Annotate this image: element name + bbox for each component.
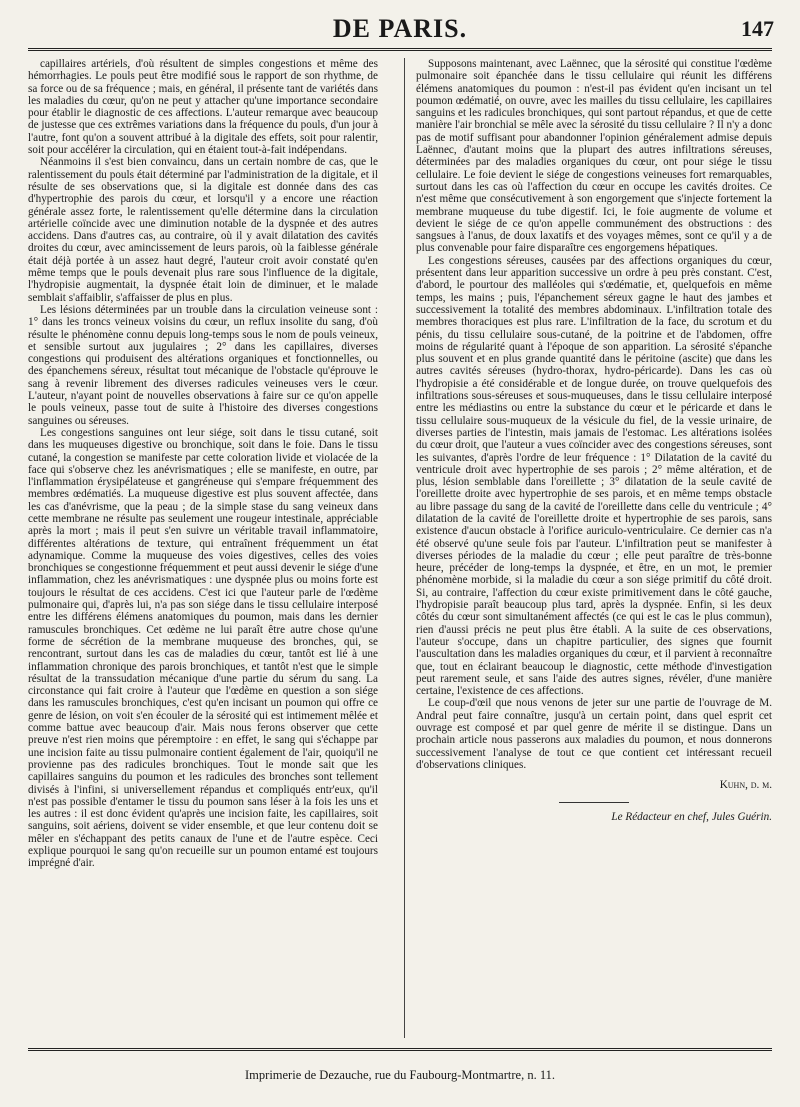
- left-paragraph-4: Les congestions sanguines ont leur siége, soit dans le tissu cutané, soit dans les muqueuses digestive ou bronchique, soit dans le foie. Dans le tissu cutané, la congestion se manifeste par cette coloration livide et violacée de la face qui s'observe chez les anévrismatiques ; elle se manifeste, en outre, par l'inflammation érysipélateuse et gangréneuse qui s'empare fréquemment des membres œdématiés. La muqueuse digestive est plus souvent affectée, dans les cas d'anévrisme, que la peau ; de la simple stase du sang veineux dans cette membrane ne résulte pas seulement une rougeur intestinale, appréciable après la mort ; mais il peut s'en suivre un véritable travail inflammatoire, différentes altérations de texture, qui entraînent fréquemment un état adynamique. Comme la muqueuse des voies digestives, celles des voies bronchiques se congestionne fréquemment et peut aussi devenir le siége d'une inflammation, chez les anévrismatiques : une dyspnée plus ou moins forte est toujours le résultat de ces accidens. C'est ici que l'auteur parle de l'œdème pulmonaire qui, d'après lui, n'a pas son siége dans le tissu cellulaire interposé entre les différens élémens anatomiques du poumon, mais dans les dernier ramuscules bronchiques. Cet œdème ne lui paraît être autre chose qu'une forme de sécrétion de la membrane muqueuse des bronches, qui, se rencontrant, surtout dans les cas de maladies du cœur, tantôt est lié à une inflammation chronique des parois bronchiques, et tantôt n'est que le simple résultat de la transsudation mécanique d'une partie du sérum du sang. La circonstance qui fait croire à l'auteur que l'œdème en question a son siége dans les ramuscules bronchiques, c'est qu'en incisant un poumon qui offre ce genre de lésion, on voit s'en écouler de la sérosité qui est intimement mêlée et comme battue avec beaucoup d'air. Mais nous ferons observer que cette preuve n'est rien moins que péremptoire : en effet, le sang qui s'échappe par une incision faite au tissu pulmonaire contient également de l'air, quoiqu'il ne provienne pas des radicules bronchiques. Tout le monde sait que les capillaires sanguins du poumon et les radicules des bronches sont tellement divisés à l'infini, si universellement répandus et compliqués entr'eux, qu'il n'est pas possible d'entamer le tissu du poumon sans léser à la fois les uns et les autres : il est donc évident qu'après une incision faite, les capillaires, soit sanguins, soit aériens, doivent se vider ensemble, et que leur contenu doit se mêler en s'échappant des petits canaux de l'une et de l'autre espèce. Ceci explique pourquoi le sang qu'on recueille sur un poumon entamé est toujours imprégné d'air.: [28, 426, 378, 870]
- imprint-line: Imprimerie de Dezauche, rue du Faubourg-Montmartre, n. 11.: [245, 1068, 555, 1082]
- left-column: [28, 58, 378, 1039]
- editor-signature: Le Rédacteur en chef, Jules Guérin.: [611, 810, 772, 823]
- signature-rule: [559, 802, 629, 803]
- left-paragraph-3: Les lésions déterminées par un trouble dans la circulation veineuse sont : 1° dans les troncs veineux voisins du cœur, un reflux insolite du sang, d'où résulte le phénomène connu depuis long-temps sous le nom de pouls veineux, et sensible surtout aux jugulaires ; 2° dans les capillaires, diverses congestions qui produisent des altérations organiques et fonctionnelles, ou des épanchemens séreux, résultat tout mécanique de l'obstacle qu'éprouve le sang à revenir librement des diverses radicules veineuses vers le cœur. L'auteur, n'ayant point de nouvelles observations à faire sur ce qu'on appelle le pouls veineux, passe tout de suite à l'histoire des diverses congestions sanguines ou séreuses.: [28, 303, 378, 427]
- right-paragraph-3: Le coup-d'œil que nous venons de jeter sur une partie de l'ouvrage de M. Andral peut faire connaître, jusqu'à un certain point, dans quel esprit cet ouvrage est composé et par quel genre de mérite il se distingue. Dans un prochain article nous passerons aux maladies du poumon, et nous donnerons successivement l'analyse de tout ce que contient cet intéressant recueil d'observations cliniques.: [416, 697, 772, 771]
- right-column: [416, 58, 772, 1039]
- column-divider: [404, 58, 405, 1038]
- footer-rule: [28, 1048, 772, 1051]
- page-number: 147: [741, 16, 774, 41]
- page-header-title: DE PARIS.: [332, 14, 468, 43]
- author-signature: Kuhn, d. m.: [719, 779, 772, 792]
- right-paragraph-2: Les congestions séreuses, causées par des affections organiques du cœur, présentent dans leur apparition successive un ordre à peu près constant. C'est, d'abord, le pourtour des malléoles qui s'œdématie, et, quelquefois en même temps, les mains ; puis, l'épanchement séreux gagne le haut des jambes et successivement la totalité des membres abdominaux. L'infiltration totale des membres thoraciques est plus rare. L'infiltration de la face, du scrotum et du pénis, du tissu cellulaire sous-cutané, de la poitrine et de l'abdomen, offre moins de régularité quant à l'époque de son apparition. La sérosité s'épanche plus souvent et en plus grande quantité dans le péritoine (ascite) que dans les autres cavités séreuses (hydro-thorax, hydro-péricarde). Dans les cas où l'hydropisie a été considérable et de longue durée, on trouve quelquefois des infiltrations sous-séreuses et sous-muqueuses, dans le tissu cellulaire interposé entre les médiastins ou entre la substance du cœur et le péricarde et dans le tissu cellulaire sous-muqueux de la vésicule du fiel, de la vessie urinaire, de diverses parties de l'intestin, mais jamais de l'estomac. Les altérations isolées du cœur droit, que l'auteur a vues coïncider avec des congestions séreuses, sont les suivantes, d'après l'ordre de leur fréquence : 1° Dilatation de la cavité du ventricule droit avec hypertrophie de ses parois ; 2° même altération, et de plus, lésion semblable dans l'oreillette ; 3° dilatation de la seule cavité de l'oreillette droite avec hypertrophie de ses parois, et en même temps obstacle au libre passage du sang de la cavité de l'oreillette dans celle du ventricule ; 4° dilatation de la cavité de l'oreillette droite et hypertrophie de ses parois, sans existence d'aucun obstacle à l'orifice auriculo-ventriculaire. Ce dernier cas n'a été observé qu'une seule fois par l'auteur. L'infiltration peut se manifester à diverses périodes de la maladie du cœur ; elle peut paraître de très-bonne heure, précéder de long-temps la dyspnée, et être, en un mot, le premier phénomène morbide, si la maladie du cœur a son siége primitif du côté droit. Si, au contraire, l'affection du cœur existe primitivement dans le côté gauche, l'hydropisie paraît beaucoup plus tard, après la dyspnée. Enfin, si les deux côtés du cœur sont simultanément affectés (ce qui est le cas le plus commun), rien d'aussi précis ne peut plus être établi. A la suite de ces observations, l'auteur s'occupe, dans un chapitre particulier, des signes que fournit l'auscultation dans les maladies organiques du cœur, et il parvient à reconnaître que, tout en éclairant beaucoup le diagnostic, cette méthode d'investigation peut rarement seule, et sans l'aide des autres signes, révéler, d'une manière certaine, l'existence de ces affections.: [416, 254, 772, 698]
- right-paragraph-1: Supposons maintenant, avec Laënnec, que la sérosité qui constitue l'œdème pulmonaire soit épanchée dans le tissu cellulaire qui réunit les différens élémens anatomiques du poumon : n'est-il pas évident qu'en incisant un tel poumon œdématié, on ouvre, avec les mailles du tissu cellulaire, les capillaires sanguins et les radicules bronchiques, qui sont partout répandus, et que de cette manière l'air bronchial se mêle avec la sérosité du tissu cellulaire ? Il n'y a donc pas de motif suffisant pour abandonner l'opinion généralement admise depuis Laënnec, d'autant moins que la plupart des autres infiltrations séreuses, déterminées par des maladies organiques du cœur, ont pour siége le tissu cellulaire. Le foie devient le siége de congestions veineuses fort remarquables, surtout dans les cas où l'affection du cœur en occupe les cavités droites. Ce n'est même que consécutivement à son engorgement que s'injecte fortement la membrane muqueuse du tube digestif. Ici, le foie augmente de volume et devient le siége de ce qu'on appelle communément des obstructions : des sangsues à l'anus, de doux laxatifs et des voyages mêmes, sont ce qu'il y a de plus convenable pour faire disparaître ces engorgemens hépatiques.: [416, 58, 772, 255]
- left-paragraph-2: Néanmoins il s'est bien convaincu, dans un certain nombre de cas, que le ralentissement du pouls était déterminé par l'administration de la digitale, et il résulte de ses observations que, si la digitale est donnée dans des cas d'hypertrophie des parois du cœur, et lorsqu'il y a encore une réaction générale assez forte, le ralentissement qu'elle détermine dans la circulation artérielle coïncide avec une diminution notable de la dyspnée et des autres accidens. Dans d'autres cas, au contraire, où il y avait dilatation des cavités droites du cœur, avec amincissement de leurs parois, où la faiblesse générale était déjà portée à un assez haut degré, l'auteur croit avoir constaté qu'en même temps que le pouls devenait plus rare sous l'influence de la digitale, l'hydropisie augmentait, la dyspnée était loin de diminuer, et le malade semblait s'affaiblir, s'affaisser de plus en plus.: [28, 156, 378, 304]
- left-paragraph-1: capillaires artériels, d'où résultent de simples congestions et même des hémorrhagies. Le pouls peut être modifié sous le rapport de son rhythme, de sa force ou de sa fréquence ; mais, en général, il présente tant de variétés dans les maladies du cœur, qu'on ne peut y attacher qu'une importance secondaire pour établir le diagnostic de ces affections. L'auteur remarque avec beaucoup de justesse que ces extrêmes variations dans la fréquence du pouls, d'un jour à l'autre, font qu'on a souvent attribué à la digitale des effets, soit pour ralentir, soit pour accélérer la circulation, qui en étaient tout-à-fait indépendans.: [28, 58, 378, 157]
- header-rule: [28, 48, 772, 51]
